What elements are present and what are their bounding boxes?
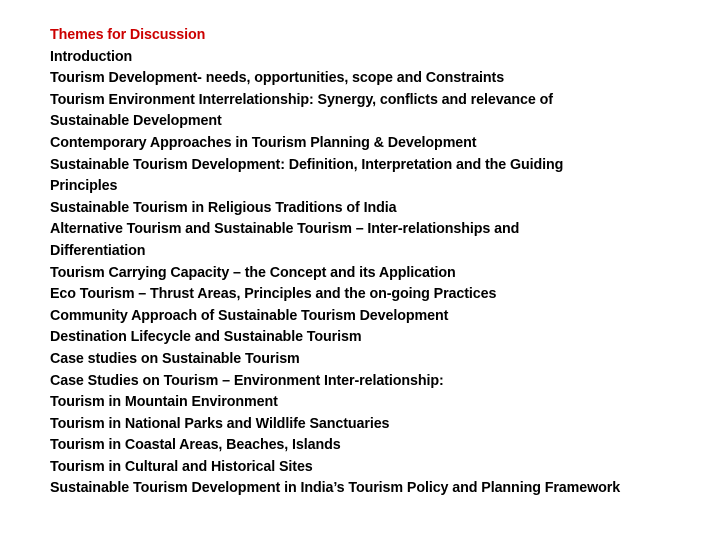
slide-content [50,25,720,500]
text-line: Tourism in Coastal Areas, Beaches, Islands [50,437,341,454]
text-line: Tourism Development- needs, opportunities, scope and Constraints [50,70,505,87]
text-line: Sustainable Tourism Development: Definition, Interpretation and the Guiding [50,156,564,173]
text-line: Tourism in Cultural and Historical Sites [50,458,313,475]
text-line: Sustainable Tourism in Religious Traditions of India [50,199,397,216]
text-line: Destination Lifecycle and Sustainable Tourism [50,329,362,346]
text-line: Case studies on Sustainable Tourism [50,350,300,367]
text-line: Contemporary Approaches in Tourism Planning & Development [50,134,477,151]
text-line: Community Approach of Sustainable Tourism Development [50,307,449,324]
text-line: Tourism Environment Interrelationship: Synergy, conflicts and relevance of [50,91,553,108]
text-line: Tourism in Mountain Environment [50,394,278,411]
text-line: Sustainable Development [50,113,222,130]
text-line-last: Sustainable Tourism Development in India’s Tourism Policy and Planning Framework [50,480,621,497]
text-line: Differentiation [50,242,146,259]
text-line: Tourism in National Parks and Wildlife Sanctuaries [50,415,390,432]
text-line: Principles [50,178,118,195]
text-line-introduction: Introduction [50,48,133,65]
slide-heading: Themes for Discussion [50,27,206,43]
text-line: Alternative Tourism and Sustainable Tourism – Inter-relationships and [50,221,520,238]
text-line: Tourism Carrying Capacity – the Concept and its Application [50,264,456,281]
text-line: Eco Tourism – Thrust Areas, Principles and the on-going Practices [50,286,497,303]
text-line: Case Studies on Tourism – Environment Inter-relationship: [50,372,444,389]
